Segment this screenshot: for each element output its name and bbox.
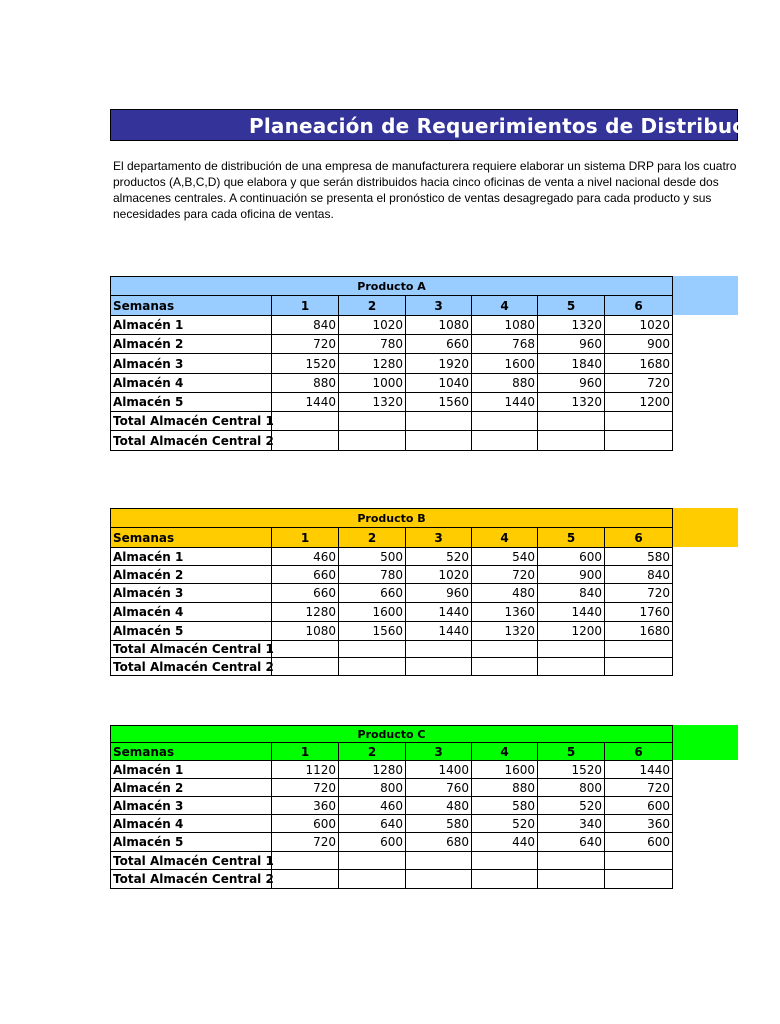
week-header[interactable]: 3 (406, 528, 472, 548)
intro-line: necesidades para cada oficina de ventas. (113, 207, 334, 221)
row-label[interactable]: Total Almacén Central 1 (111, 641, 272, 658)
value-cell[interactable]: 1080 (272, 622, 339, 641)
table-row (111, 393, 673, 412)
value-cell[interactable]: 480 (406, 797, 472, 815)
table-row (111, 603, 673, 622)
weeks-header[interactable]: Semanas (111, 296, 272, 316)
value-cell[interactable]: 720 (472, 566, 538, 584)
table-row (111, 797, 673, 815)
weeks-header[interactable]: Semanas (111, 528, 272, 548)
value-cell[interactable]: 660 (272, 584, 339, 603)
value-cell[interactable]: 1920 (406, 354, 472, 374)
value-cell[interactable]: 1560 (406, 393, 472, 412)
value-cell[interactable]: 540 (472, 548, 538, 566)
week-header[interactable]: 5 (538, 743, 605, 761)
value-cell[interactable] (339, 658, 406, 676)
value-cell[interactable]: 600 (272, 815, 339, 833)
table-row (111, 316, 673, 335)
value-cell[interactable] (605, 870, 673, 889)
value-cell[interactable]: 600 (538, 548, 605, 566)
value-cell[interactable]: 900 (538, 566, 605, 584)
value-cell[interactable]: 1320 (339, 393, 406, 412)
table-row (111, 833, 673, 852)
product-title: Producto A (111, 277, 673, 296)
value-cell[interactable]: 520 (406, 548, 472, 566)
value-cell[interactable]: 960 (538, 335, 605, 354)
row-label[interactable]: Almacén 4 (111, 815, 272, 833)
value-cell[interactable] (339, 431, 406, 451)
value-cell[interactable]: 660 (406, 335, 472, 354)
row-label[interactable]: Almacén 4 (111, 603, 272, 622)
row-label[interactable]: Almacén 1 (111, 316, 272, 335)
value-cell[interactable]: 1200 (538, 622, 605, 641)
value-cell[interactable]: 1440 (538, 603, 605, 622)
producto-c-table (110, 725, 673, 889)
value-cell[interactable]: 840 (272, 316, 339, 335)
row-label[interactable]: Almacén 3 (111, 354, 272, 374)
value-cell[interactable]: 880 (472, 374, 538, 393)
value-cell[interactable]: 1020 (339, 316, 406, 335)
value-cell[interactable] (605, 412, 673, 431)
value-cell[interactable]: 800 (339, 779, 406, 797)
week-header[interactable]: 6 (605, 528, 673, 548)
value-cell[interactable] (538, 431, 605, 451)
value-cell[interactable]: 1680 (605, 622, 673, 641)
row-label[interactable]: Almacén 5 (111, 833, 272, 852)
week-header[interactable]: 1 (272, 743, 339, 761)
row-label[interactable]: Total Almacén Central 2 (111, 658, 272, 676)
week-header[interactable]: 5 (538, 528, 605, 548)
value-cell[interactable]: 1520 (538, 761, 605, 779)
value-cell[interactable]: 360 (272, 797, 339, 815)
value-cell[interactable] (406, 852, 472, 870)
value-cell[interactable]: 500 (339, 548, 406, 566)
value-cell[interactable]: 1320 (538, 316, 605, 335)
value-cell[interactable]: 1040 (406, 374, 472, 393)
intro-line: almacenes centrales. A continuación se presenta el pronóstico de ventas desagregado para cada producto y sus (113, 191, 712, 205)
value-cell[interactable]: 720 (272, 779, 339, 797)
value-cell[interactable]: 780 (339, 566, 406, 584)
value-cell[interactable]: 340 (538, 815, 605, 833)
value-cell[interactable] (472, 431, 538, 451)
row-label[interactable]: Almacén 1 (111, 548, 272, 566)
value-cell[interactable]: 1280 (339, 761, 406, 779)
value-cell[interactable] (472, 852, 538, 870)
table-row (111, 548, 673, 566)
week-header[interactable]: 2 (339, 296, 406, 316)
week-header[interactable]: 1 (272, 296, 339, 316)
value-cell[interactable]: 1440 (472, 393, 538, 412)
value-cell[interactable]: 580 (605, 548, 673, 566)
value-cell[interactable] (538, 870, 605, 889)
value-cell[interactable] (406, 412, 472, 431)
week-header[interactable]: 1 (272, 528, 339, 548)
value-cell[interactable] (406, 658, 472, 676)
value-cell[interactable] (339, 870, 406, 889)
intro-line: productos (A,B,C,D) que elabora y que serán distribuidos hacia cinco oficinas de venta a nivel nacional desde dos (113, 175, 719, 189)
producto-b-table (110, 508, 673, 676)
value-cell[interactable]: 768 (472, 335, 538, 354)
value-cell[interactable] (272, 870, 339, 889)
value-cell[interactable]: 1600 (472, 761, 538, 779)
row-label[interactable]: Almacén 4 (111, 374, 272, 393)
value-cell[interactable]: 1320 (472, 622, 538, 641)
row-label[interactable]: Almacén 3 (111, 584, 272, 603)
value-cell[interactable] (538, 412, 605, 431)
value-cell[interactable] (406, 870, 472, 889)
row-label[interactable]: Almacén 2 (111, 335, 272, 354)
value-cell[interactable]: 800 (538, 779, 605, 797)
value-cell[interactable]: 1440 (406, 603, 472, 622)
value-cell[interactable]: 1080 (472, 316, 538, 335)
value-cell[interactable] (605, 641, 673, 658)
value-cell[interactable]: 480 (472, 584, 538, 603)
product-a-table-region (110, 276, 672, 451)
value-cell[interactable]: 600 (605, 797, 673, 815)
value-cell[interactable]: 1200 (605, 393, 673, 412)
value-cell[interactable] (538, 852, 605, 870)
value-cell[interactable]: 1080 (406, 316, 472, 335)
value-cell[interactable]: 660 (339, 584, 406, 603)
product-b-header-extension (671, 508, 738, 547)
value-cell[interactable]: 660 (272, 566, 339, 584)
producto-a-table (110, 276, 673, 451)
table-row (111, 374, 673, 393)
table-row (111, 815, 673, 833)
value-cell[interactable]: 720 (605, 779, 673, 797)
value-cell[interactable]: 1020 (406, 566, 472, 584)
product-title-row (111, 509, 673, 528)
value-cell[interactable]: 1400 (406, 761, 472, 779)
product-title-row (111, 726, 673, 743)
value-cell[interactable]: 580 (406, 815, 472, 833)
value-cell[interactable]: 680 (406, 833, 472, 852)
value-cell[interactable]: 900 (605, 335, 673, 354)
value-cell[interactable]: 1680 (605, 354, 673, 374)
value-cell[interactable]: 720 (605, 584, 673, 603)
week-header[interactable]: 2 (339, 528, 406, 548)
value-cell[interactable] (272, 641, 339, 658)
value-cell[interactable]: 520 (472, 815, 538, 833)
product-title: Producto C (111, 726, 673, 743)
value-cell[interactable]: 360 (605, 815, 673, 833)
value-cell[interactable]: 760 (406, 779, 472, 797)
table-row (111, 852, 673, 870)
week-header[interactable]: 3 (406, 296, 472, 316)
value-cell[interactable]: 520 (538, 797, 605, 815)
value-cell[interactable] (538, 658, 605, 676)
value-cell[interactable]: 880 (272, 374, 339, 393)
row-label[interactable]: Almacén 2 (111, 566, 272, 584)
value-cell[interactable] (472, 641, 538, 658)
value-cell[interactable]: 1600 (339, 603, 406, 622)
value-cell[interactable]: 1440 (406, 622, 472, 641)
row-label[interactable]: Almacén 5 (111, 622, 272, 641)
value-cell[interactable] (339, 641, 406, 658)
week-header[interactable]: 5 (538, 296, 605, 316)
value-cell[interactable] (272, 431, 339, 451)
week-header[interactable]: 4 (472, 743, 538, 761)
row-label[interactable]: Almacén 3 (111, 797, 272, 815)
table-row (111, 584, 673, 603)
header-row (111, 743, 673, 761)
value-cell[interactable]: 440 (472, 833, 538, 852)
row-label[interactable]: Almacén 2 (111, 779, 272, 797)
value-cell[interactable]: 840 (605, 566, 673, 584)
week-header[interactable]: 2 (339, 743, 406, 761)
value-cell[interactable] (406, 641, 472, 658)
value-cell[interactable]: 1760 (605, 603, 673, 622)
row-label[interactable]: Almacén 5 (111, 393, 272, 412)
value-cell[interactable]: 1120 (272, 761, 339, 779)
intro-line: El departamento de distribución de una empresa de manufacturera requiere elaborar un sistema DRP para los cuatro (113, 159, 737, 173)
value-cell[interactable]: 720 (605, 374, 673, 393)
table-row (111, 412, 673, 431)
value-cell[interactable]: 460 (272, 548, 339, 566)
row-label[interactable]: Almacén 1 (111, 761, 272, 779)
value-cell[interactable] (605, 658, 673, 676)
value-cell[interactable]: 600 (605, 833, 673, 852)
value-cell[interactable]: 1520 (272, 354, 339, 374)
value-cell[interactable]: 1320 (538, 393, 605, 412)
row-label[interactable]: Total Almacén Central 1 (111, 412, 272, 431)
table-row (111, 761, 673, 779)
value-cell[interactable] (406, 431, 472, 451)
product-title: Producto B (111, 509, 673, 528)
product-a-header-extension (671, 276, 738, 315)
table-row (111, 566, 673, 584)
value-cell[interactable] (272, 658, 339, 676)
value-cell[interactable] (472, 870, 538, 889)
value-cell[interactable]: 1000 (339, 374, 406, 393)
value-cell[interactable] (605, 852, 673, 870)
value-cell[interactable]: 460 (339, 797, 406, 815)
value-cell[interactable]: 1440 (605, 761, 673, 779)
value-cell[interactable] (472, 412, 538, 431)
table-row (111, 658, 673, 676)
table-row (111, 431, 673, 451)
value-cell[interactable] (472, 658, 538, 676)
value-cell[interactable]: 640 (538, 833, 605, 852)
table-row (111, 622, 673, 641)
week-header[interactable]: 6 (605, 743, 673, 761)
title-bar (110, 109, 780, 141)
table-row (111, 870, 673, 889)
value-cell[interactable]: 840 (538, 584, 605, 603)
value-cell[interactable]: 1360 (472, 603, 538, 622)
week-header[interactable]: 4 (472, 296, 538, 316)
value-cell[interactable] (339, 852, 406, 870)
value-cell[interactable] (272, 852, 339, 870)
value-cell[interactable] (339, 412, 406, 431)
week-header[interactable]: 3 (406, 743, 472, 761)
value-cell[interactable]: 1280 (272, 603, 339, 622)
table-row (111, 354, 673, 374)
weeks-header[interactable]: Semanas (111, 743, 272, 761)
value-cell[interactable] (272, 412, 339, 431)
table-row (111, 335, 673, 354)
value-cell[interactable] (538, 641, 605, 658)
value-cell[interactable]: 1020 (605, 316, 673, 335)
value-cell[interactable]: 960 (538, 374, 605, 393)
table-row (111, 779, 673, 797)
value-cell[interactable]: 640 (339, 815, 406, 833)
value-cell[interactable]: 1600 (472, 354, 538, 374)
week-header[interactable]: 4 (472, 528, 538, 548)
row-label[interactable]: Total Almacén Central 1 (111, 852, 272, 870)
week-header[interactable]: 6 (605, 296, 673, 316)
product-c-header-extension (671, 725, 738, 760)
product-b-table-region (110, 508, 672, 676)
value-cell[interactable]: 1440 (272, 393, 339, 412)
page-title: Planeación de Requerimientos de Distribución (249, 114, 780, 138)
intro-paragraph (113, 158, 737, 222)
value-cell[interactable]: 1280 (339, 354, 406, 374)
product-c-table-region (110, 725, 672, 889)
product-title-row (111, 277, 673, 296)
value-cell[interactable]: 720 (272, 833, 339, 852)
value-cell[interactable]: 880 (472, 779, 538, 797)
value-cell[interactable]: 780 (339, 335, 406, 354)
value-cell[interactable] (605, 431, 673, 451)
value-cell[interactable]: 960 (406, 584, 472, 603)
row-label[interactable]: Total Almacén Central 2 (111, 431, 272, 451)
value-cell[interactable]: 1560 (339, 622, 406, 641)
table-row (111, 641, 673, 658)
value-cell[interactable]: 720 (272, 335, 339, 354)
value-cell[interactable]: 1840 (538, 354, 605, 374)
value-cell[interactable]: 580 (472, 797, 538, 815)
header-row (111, 296, 673, 316)
header-row (111, 528, 673, 548)
value-cell[interactable]: 600 (339, 833, 406, 852)
row-label[interactable]: Total Almacén Central 2 (111, 870, 272, 889)
